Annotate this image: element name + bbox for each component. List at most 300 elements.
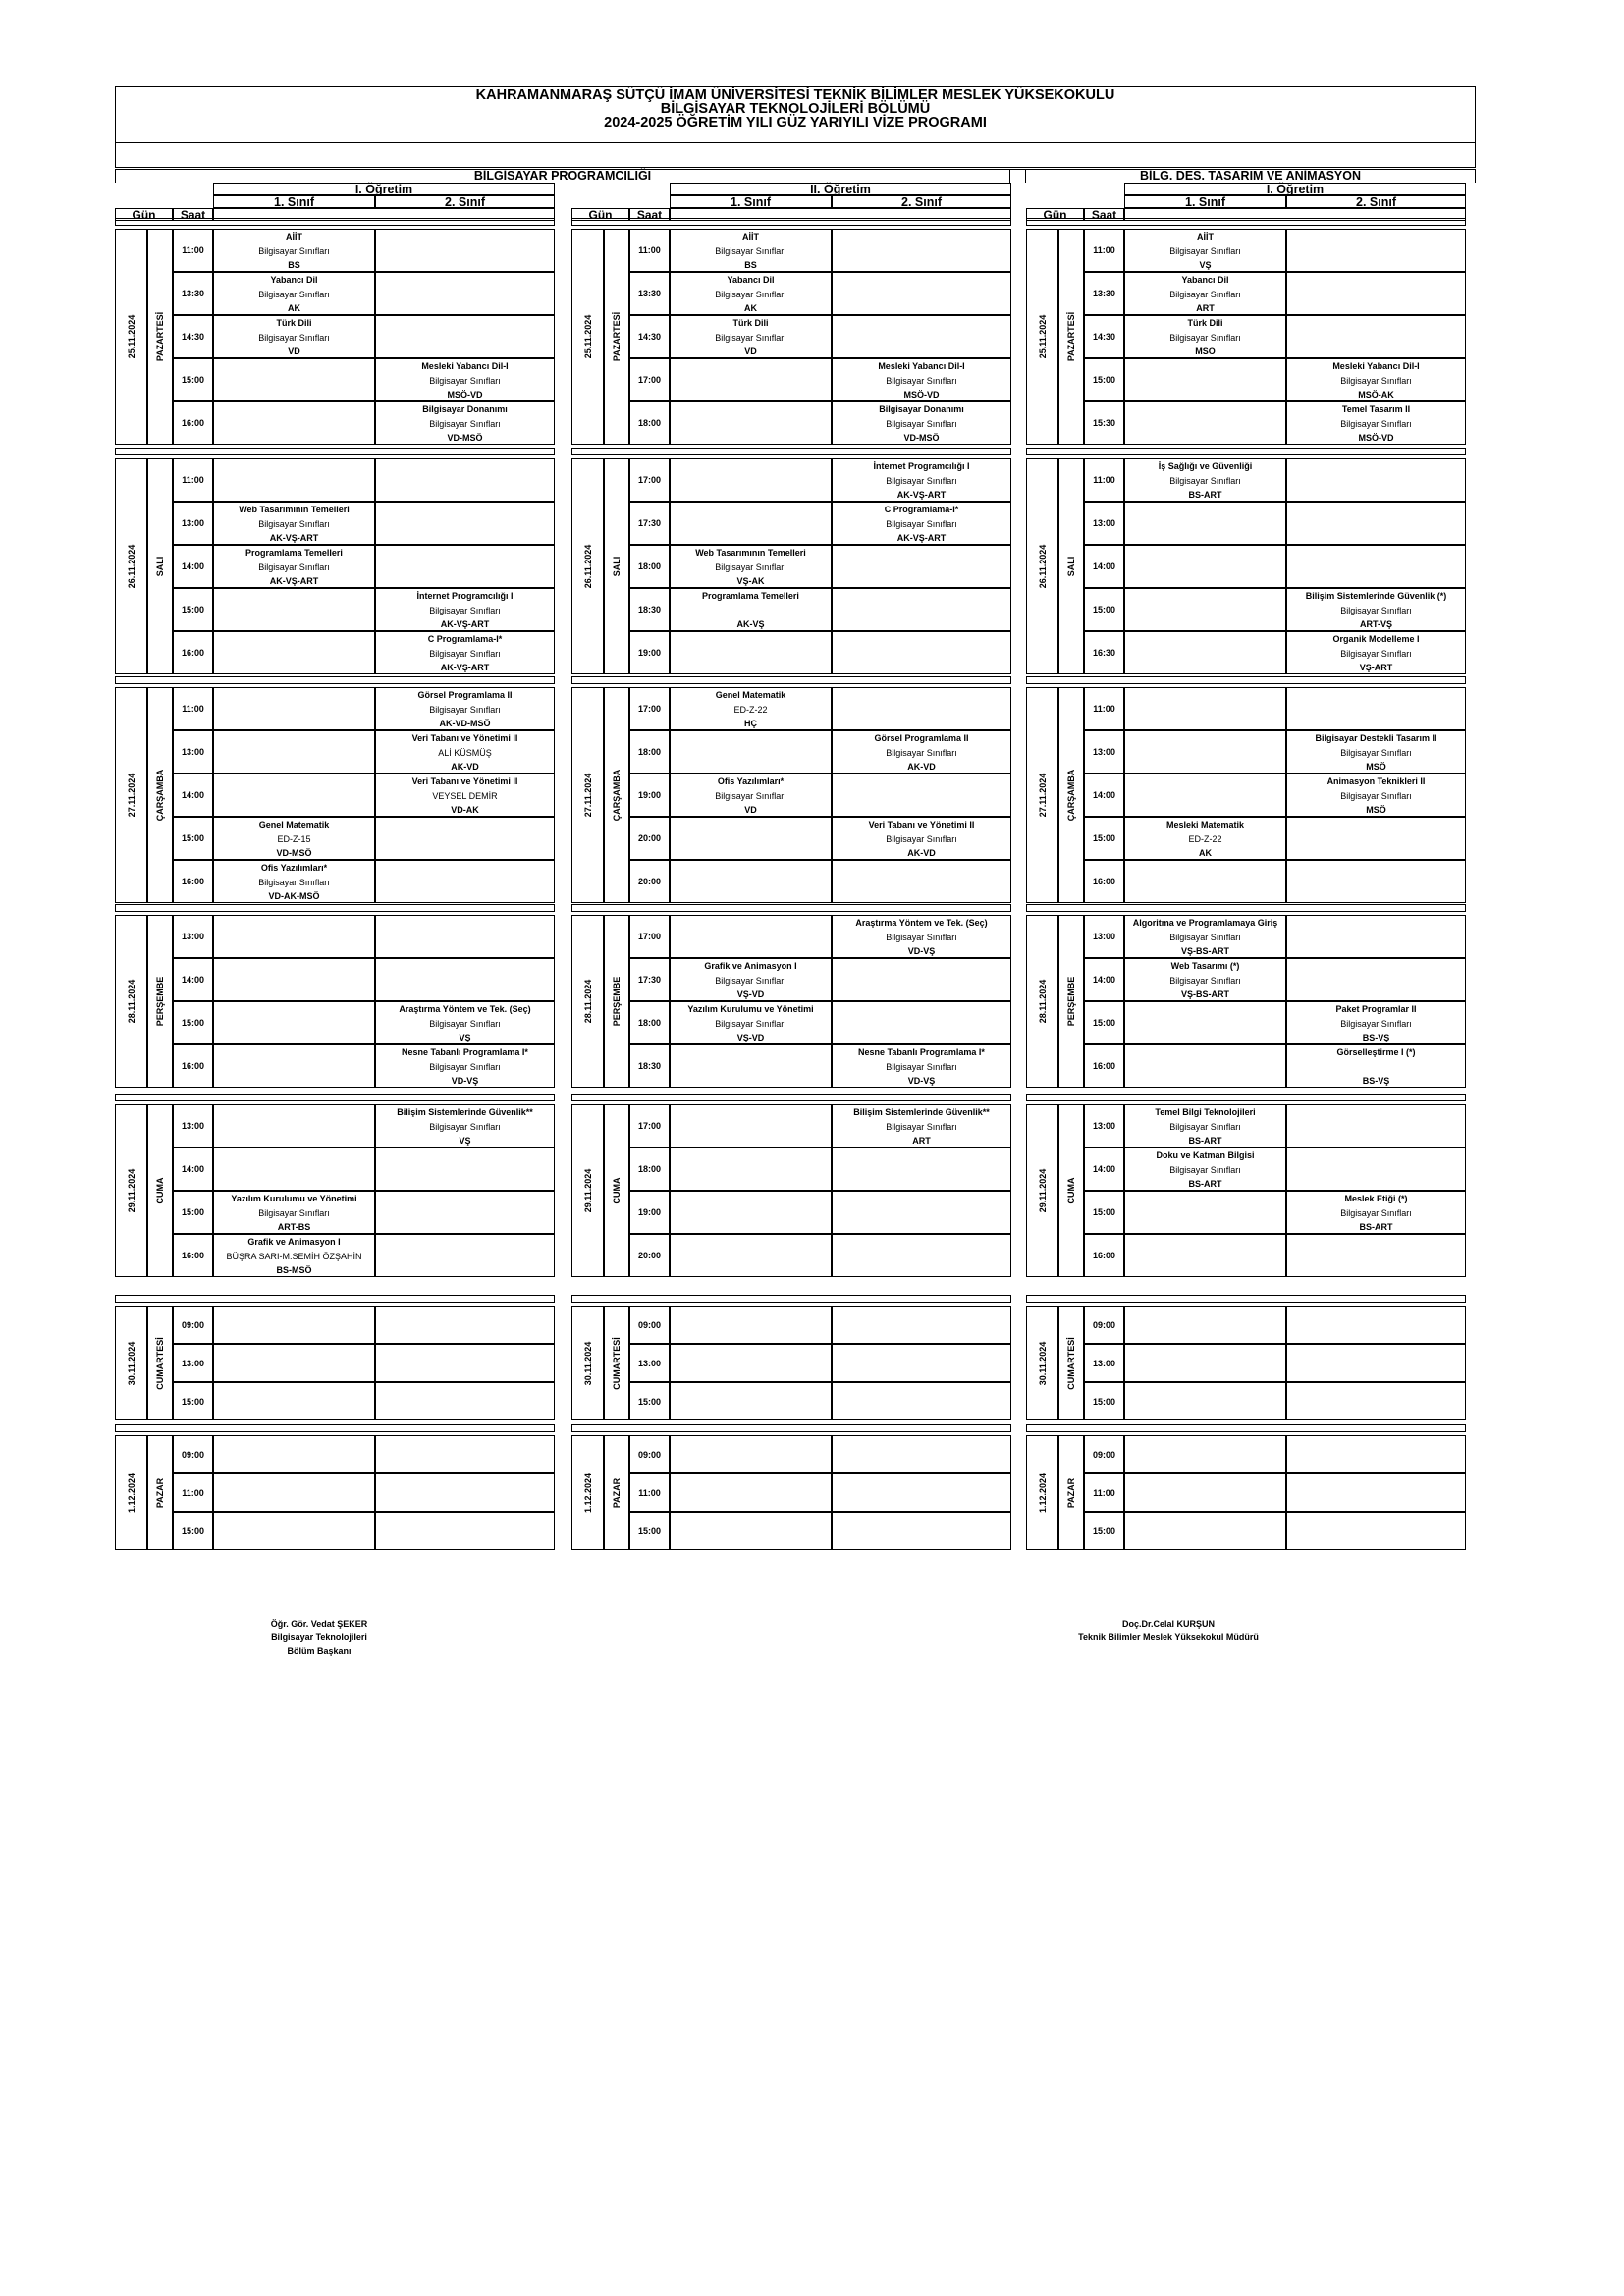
class-1-exam-cell — [1124, 401, 1286, 445]
class-1-exam-cell — [670, 1001, 832, 1044]
time-cell: 13:30 — [173, 272, 213, 315]
time-cell: 09:00 — [629, 1435, 670, 1473]
time-cell: 13:00 — [1084, 915, 1124, 958]
class-2-exam-cell — [1286, 1001, 1466, 1044]
date-label: 29.11.2024 — [1037, 1168, 1048, 1213]
time-cell: 19:00 — [629, 1191, 670, 1234]
class-1-header: 1. Sınıf — [213, 195, 375, 208]
course-name: AİİT — [286, 232, 302, 241]
class-1-exam-cell — [1124, 1234, 1286, 1277]
day-name-cell — [604, 1104, 629, 1277]
exam-room: Bilgisayar Sınıfları — [715, 1018, 786, 1029]
time-cell: 15:00 — [629, 1382, 670, 1420]
class-1-exam-cell — [670, 1104, 832, 1148]
class-2-exam-cell — [1286, 774, 1466, 817]
supervisors: VŞ — [1199, 260, 1212, 270]
supervisors: BS — [288, 260, 300, 270]
time-cell: 15:00 — [1084, 817, 1124, 860]
class-2-exam-cell — [1286, 817, 1466, 860]
class-2-exam-cell — [1286, 1191, 1466, 1234]
class-1-exam-cell — [1124, 315, 1286, 358]
date-label: 25.11.2024 — [126, 314, 136, 359]
course-name: Web Tasarımı (*) — [1170, 961, 1240, 971]
class-2-exam-cell — [832, 817, 1011, 860]
class-2-exam-cell — [375, 1001, 555, 1044]
class-1-exam-cell — [213, 1473, 375, 1512]
day-name-label: PAZAR — [612, 1477, 622, 1508]
time-cell: 15:00 — [1084, 1382, 1124, 1420]
class-1-exam-cell — [1124, 1473, 1286, 1512]
class-2-exam-cell — [375, 401, 555, 445]
course-name: Mesleki Matematik — [1165, 820, 1245, 829]
class-2-exam-cell — [1286, 458, 1466, 502]
class-2-exam-cell — [375, 1435, 555, 1473]
class-2-exam-cell — [1286, 687, 1466, 730]
day-name-label: PAZAR — [1066, 1477, 1076, 1508]
supervisors: VD — [744, 347, 757, 356]
class-2-exam-cell — [832, 358, 1011, 401]
class-2-exam-cell — [375, 545, 555, 588]
class-1-exam-cell — [670, 1306, 832, 1344]
class-1-exam-cell — [213, 687, 375, 730]
day-name-label: PAZARTESİ — [155, 311, 165, 362]
day-name-label: ÇARŞAMBA — [1066, 769, 1076, 822]
course-name: Mesleki Yabancı Dil-I — [421, 361, 509, 371]
course-name: Genel Matematik — [258, 820, 330, 829]
time-cell: 13:00 — [1084, 502, 1124, 545]
time-cell: 18:00 — [629, 730, 670, 774]
class-1-exam-cell — [670, 687, 832, 730]
course-name: İnternet Programcılığı I — [416, 591, 514, 601]
class-2-exam-cell — [1286, 401, 1466, 445]
time-cell: 17:00 — [629, 358, 670, 401]
exam-room: Bilgisayar Sınıfları — [429, 648, 501, 659]
day-separator — [1026, 448, 1466, 455]
supervisors: MSÖ — [1366, 805, 1386, 815]
day-name-cell — [147, 1306, 173, 1420]
time-cell: 20:00 — [629, 860, 670, 903]
class-2-exam-cell — [1286, 229, 1466, 272]
time-cell: 18:00 — [629, 401, 670, 445]
class-1-header: 1. Sınıf — [1124, 195, 1286, 208]
supervisors: ART-BS — [277, 1222, 311, 1232]
course-name: Bilgisayar Destekli Tasarım II — [1315, 733, 1437, 743]
class-1-exam-cell — [1124, 915, 1286, 958]
class-1-exam-cell — [670, 631, 832, 674]
supervisors: AK-VD-MSÖ — [439, 719, 491, 728]
exam-room: Bilgisayar Sınıfları — [429, 418, 501, 429]
day-separator — [1026, 904, 1466, 912]
time-cell: 17:30 — [629, 958, 670, 1001]
time-cell: 16:00 — [1084, 860, 1124, 903]
exam-room: Bilgisayar Sınıfları — [258, 1207, 330, 1218]
supervisors: AK — [1199, 848, 1212, 858]
supervisors: BS-ART — [1188, 1136, 1222, 1146]
day-name-cell — [604, 1435, 629, 1550]
class-1-exam-cell — [213, 1344, 375, 1382]
exam-room — [671, 604, 831, 618]
time-cell: 18:00 — [629, 1148, 670, 1191]
exam-room: Bilgisayar Sınıfları — [886, 1061, 957, 1072]
supervisors: MSÖ-VD — [1358, 433, 1394, 443]
header-line-2: BİLGİSAYAR TEKNOLOJİLERİ BÖLÜMÜ — [660, 101, 931, 117]
supervisors: AK-VŞ — [736, 619, 765, 629]
day-name-label: PERŞEMBE — [155, 976, 165, 1027]
supervisors: AK-VŞ-ART — [269, 576, 319, 586]
class-2-exam-cell — [375, 860, 555, 903]
class-2-exam-cell — [832, 588, 1011, 631]
day-name-label: CUMARTESİ — [1066, 1336, 1076, 1390]
day-separator — [571, 1424, 1011, 1432]
course-name: Bilgisayar Donanımı — [422, 404, 508, 414]
day-name-label: SALI — [1066, 556, 1076, 577]
time-cell: 11:00 — [173, 458, 213, 502]
time-cell: 11:00 — [1084, 687, 1124, 730]
class-1-header: 1. Sınıf — [670, 195, 832, 208]
exam-room: Bilgisayar Sınıfları — [429, 1121, 501, 1132]
time-cell: 14:00 — [1084, 774, 1124, 817]
class-2-header: 2. Sınıf — [1286, 195, 1466, 208]
date-label: 28.11.2024 — [126, 979, 136, 1024]
time-cell: 15:00 — [1084, 1512, 1124, 1550]
day-name-label: PERŞEMBE — [612, 976, 622, 1027]
supervisors: AK — [288, 303, 300, 313]
time-cell: 16:00 — [173, 1044, 213, 1088]
day-name-label: PERŞEMBE — [1066, 976, 1076, 1027]
class-2-exam-cell — [832, 545, 1011, 588]
day-separator — [115, 676, 555, 684]
day-name-cell — [1058, 1306, 1084, 1420]
date-label: 25.11.2024 — [582, 314, 593, 359]
course-name: Araştırma Yöntem ve Tek. (Seç) — [399, 1004, 531, 1014]
header-spacer-row — [115, 143, 1476, 168]
time-cell: 15:00 — [173, 588, 213, 631]
class-2-exam-cell — [832, 1044, 1011, 1088]
class-2-exam-cell — [832, 1473, 1011, 1512]
exam-room: Bilgisayar Sınıfları — [1340, 1018, 1412, 1029]
day-name-cell — [147, 458, 173, 674]
class-1-exam-cell — [670, 545, 832, 588]
exam-room: Bilgisayar Sınıfları — [1340, 648, 1412, 659]
day-separator — [115, 1424, 555, 1432]
class-1-exam-cell — [1124, 358, 1286, 401]
time-cell: 14:30 — [629, 315, 670, 358]
date-cell — [571, 1435, 604, 1550]
time-cell: 13:00 — [1084, 730, 1124, 774]
class-2-exam-cell — [1286, 1344, 1466, 1382]
supervisors: VD — [288, 347, 300, 356]
exam-room: VEYSEL DEMİR — [432, 790, 498, 801]
time-cell: 16:00 — [1084, 1044, 1124, 1088]
time-cell: 14:00 — [173, 545, 213, 588]
course-name: Programlama Temelleri — [702, 591, 799, 601]
time-cell: 15:00 — [173, 1382, 213, 1420]
class-2-exam-cell — [375, 315, 555, 358]
signature-right — [1021, 1617, 1316, 1644]
class-2-exam-cell — [375, 1104, 555, 1148]
exam-room: Bilgisayar Sınıfları — [886, 932, 957, 942]
supervisors: BS-VŞ — [1362, 1033, 1390, 1042]
class-2-exam-cell — [832, 860, 1011, 903]
day-separator — [571, 1094, 1011, 1101]
time-cell: 14:00 — [1084, 1148, 1124, 1191]
day-separator — [115, 904, 555, 912]
class-1-exam-cell — [670, 1435, 832, 1473]
class-2-exam-cell — [1286, 1435, 1466, 1473]
class-2-exam-cell — [832, 502, 1011, 545]
exam-room: Bilgisayar Sınıfları — [1340, 1207, 1412, 1218]
supervisors: VD-VŞ — [907, 1076, 936, 1086]
class-1-exam-cell — [1124, 1435, 1286, 1473]
class-2-exam-cell — [832, 1001, 1011, 1044]
course-name: Bilişim Sistemlerinde Güvenlik (*) — [1305, 591, 1447, 601]
class-2-exam-cell — [375, 1191, 555, 1234]
program-title-right: BİLG. DES. TASARIM VE ANİMASYON — [1026, 169, 1476, 183]
supervisors: VD-AK-MSÖ — [268, 891, 320, 901]
date-cell — [115, 458, 147, 674]
exam-room: Bilgisayar Sınıfları — [715, 561, 786, 572]
class-2-exam-cell — [832, 315, 1011, 358]
saat-header: Saat — [629, 208, 670, 221]
time-cell: 11:00 — [173, 1473, 213, 1512]
class-1-exam-cell — [1124, 817, 1286, 860]
class-1-exam-cell — [213, 502, 375, 545]
class-2-exam-cell — [375, 1044, 555, 1088]
exam-room: Bilgisayar Sınıfları — [1340, 790, 1412, 801]
exam-room: Bilgisayar Sınıfları — [715, 975, 786, 986]
class-1-exam-cell — [670, 1512, 832, 1550]
class-1-exam-cell — [670, 458, 832, 502]
class-1-exam-cell — [1124, 1191, 1286, 1234]
program-title-gap — [1010, 169, 1026, 183]
course-name: Veri Tabanı ve Yönetimi II — [868, 820, 975, 829]
exam-room: Bilgisayar Sınıfları — [886, 518, 957, 529]
time-cell: 11:00 — [1084, 458, 1124, 502]
exam-room: Bilgisayar Sınıfları — [429, 605, 501, 615]
course-name: Görsel Programlama II — [874, 733, 969, 743]
time-cell: 11:00 — [629, 229, 670, 272]
exam-room — [1287, 1060, 1465, 1075]
day-name-label: CUMARTESİ — [155, 1336, 165, 1390]
class-1-exam-cell — [213, 1001, 375, 1044]
time-cell: 14:00 — [173, 958, 213, 1001]
gun-header: Gün — [115, 208, 173, 221]
course-name: Web Tasarımının Temelleri — [239, 505, 350, 514]
day-name-label: PAZAR — [155, 1477, 165, 1508]
class-1-exam-cell — [1124, 1306, 1286, 1344]
supervisors: VŞ-AK — [736, 576, 765, 586]
class-1-exam-cell — [670, 1473, 832, 1512]
course-name: Veri Tabanı ve Yönetimi II — [411, 776, 518, 786]
class-2-exam-cell — [832, 272, 1011, 315]
course-name: Web Tasarımının Temelleri — [695, 548, 806, 558]
day-name-label: ÇARŞAMBA — [155, 769, 165, 822]
class-2-exam-cell — [375, 358, 555, 401]
day-name-cell — [1058, 1435, 1084, 1550]
exam-room: Bilgisayar Sınıfları — [715, 332, 786, 343]
day-name-cell — [1058, 915, 1084, 1088]
supervisors: ART — [912, 1136, 931, 1146]
course-name: Grafik ve Animasyon I — [247, 1237, 341, 1247]
exam-room: Bilgisayar Sınıfları — [1169, 1164, 1241, 1175]
date-cell — [571, 687, 604, 903]
day-name-label: SALI — [155, 556, 165, 577]
day-name-cell — [604, 687, 629, 903]
date-label: 1.12.2024 — [1037, 1472, 1048, 1513]
class-1-exam-cell — [213, 1306, 375, 1344]
exam-room: Bilgisayar Sınıfları — [429, 704, 501, 715]
course-name: AİİT — [742, 232, 759, 241]
class-2-exam-cell — [1286, 730, 1466, 774]
time-cell: 15:00 — [1084, 1001, 1124, 1044]
course-name: Türk Dili — [1187, 318, 1223, 328]
exam-room: Bilgisayar Sınıfları — [258, 332, 330, 343]
time-cell: 14:00 — [1084, 545, 1124, 588]
date-cell — [115, 687, 147, 903]
course-name: Animasyon Teknikleri II — [1326, 776, 1426, 786]
exam-room: ALİ KÜSMÜŞ — [438, 747, 492, 758]
class-1-exam-cell — [213, 272, 375, 315]
time-cell: 15:00 — [1084, 1191, 1124, 1234]
time-cell: 19:00 — [629, 631, 670, 674]
class-1-exam-cell — [670, 730, 832, 774]
class-2-exam-cell — [832, 631, 1011, 674]
exam-room: Bilgisayar Sınıfları — [258, 518, 330, 529]
time-cell: 14:00 — [173, 1148, 213, 1191]
date-label: 25.11.2024 — [1037, 314, 1048, 359]
course-name: Yabancı Dil — [270, 275, 318, 285]
class-1-exam-cell — [213, 229, 375, 272]
day-separator — [571, 904, 1011, 912]
time-cell: 15:00 — [173, 1512, 213, 1550]
day-name-cell — [604, 458, 629, 674]
supervisors: MSÖ — [1195, 347, 1216, 356]
class-2-exam-cell — [832, 958, 1011, 1001]
class-1-exam-cell — [213, 1435, 375, 1473]
class-1-exam-cell — [213, 1148, 375, 1191]
supervisors: VŞ-VD — [736, 989, 765, 999]
time-cell: 13:00 — [629, 1344, 670, 1382]
exam-room: Bilgisayar Sınıfları — [886, 747, 957, 758]
exam-room: Bilgisayar Sınıfları — [715, 289, 786, 299]
class-2-exam-cell — [1286, 545, 1466, 588]
class-2-exam-cell — [375, 631, 555, 674]
class-2-exam-cell — [1286, 358, 1466, 401]
supervisors: AK-VŞ-ART — [440, 619, 490, 629]
class-1-exam-cell — [1124, 860, 1286, 903]
class-1-exam-cell — [213, 1234, 375, 1277]
day-name-cell — [1058, 229, 1084, 445]
exam-room: Bilgisayar Sınıfları — [1169, 245, 1241, 256]
date-label: 1.12.2024 — [582, 1472, 593, 1513]
class-2-exam-cell — [832, 1104, 1011, 1148]
exam-room: Bilgisayar Sınıfları — [886, 1121, 957, 1132]
class-1-exam-cell — [213, 730, 375, 774]
supervisors: VŞ-ART — [1359, 663, 1393, 672]
course-name: Bilişim Sistemlerinde Güvenlik** — [397, 1107, 533, 1117]
class-2-exam-cell — [832, 1234, 1011, 1277]
time-cell: 11:00 — [173, 687, 213, 730]
date-label: 28.11.2024 — [1037, 979, 1048, 1024]
exam-room: Bilgisayar Sınıfları — [886, 833, 957, 844]
exam-room: Bilgisayar Sınıfları — [258, 561, 330, 572]
supervisors: VŞ-VD — [736, 1033, 765, 1042]
exam-room: Bilgisayar Sınıfları — [1169, 1121, 1241, 1132]
class-2-exam-cell — [1286, 588, 1466, 631]
course-name: Veri Tabanı ve Yönetimi II — [411, 733, 518, 743]
course-name: Yabancı Dil — [1181, 275, 1229, 285]
time-cell: 15:00 — [173, 1001, 213, 1044]
course-name: Ofis Yazılımları* — [717, 776, 785, 786]
signature-left-title: Bölüm Başkanı — [287, 1646, 352, 1656]
day-name-cell — [147, 1104, 173, 1277]
exam-room: Bilgisayar Sınıfları — [1340, 375, 1412, 386]
class-2-exam-cell — [375, 1148, 555, 1191]
class-1-exam-cell — [1124, 458, 1286, 502]
class-2-exam-cell — [832, 915, 1011, 958]
supervisors: VD-VŞ — [907, 946, 936, 956]
date-label: 26.11.2024 — [582, 544, 593, 589]
class-1-exam-cell — [670, 774, 832, 817]
time-cell: 09:00 — [1084, 1306, 1124, 1344]
course-name: Yazılım Kurulumu ve Yönetimi — [231, 1194, 357, 1203]
supervisors: BS-ART — [1359, 1222, 1393, 1232]
class-1-exam-cell — [213, 1104, 375, 1148]
class-2-exam-cell — [375, 229, 555, 272]
exam-room: Bilgisayar Sınıfları — [1340, 418, 1412, 429]
supervisors: VŞ — [459, 1033, 471, 1042]
class-2-exam-cell — [1286, 958, 1466, 1001]
ogretim-label: I. Öğretim — [213, 183, 555, 195]
time-cell: 18:00 — [629, 545, 670, 588]
saat-header: Saat — [1084, 208, 1124, 221]
time-cell: 20:00 — [629, 1234, 670, 1277]
class-2-exam-cell — [375, 958, 555, 1001]
time-cell: 18:30 — [629, 1044, 670, 1088]
time-cell: 09:00 — [1084, 1435, 1124, 1473]
time-cell: 13:00 — [173, 1344, 213, 1382]
class-2-exam-cell — [375, 588, 555, 631]
date-cell — [571, 458, 604, 674]
exam-room: Bilgisayar Sınıfları — [886, 418, 957, 429]
class-2-exam-cell — [832, 1191, 1011, 1234]
class-1-exam-cell — [213, 358, 375, 401]
course-name: Mesleki Yabancı Dil-I — [878, 361, 965, 371]
date-label: 30.11.2024 — [1037, 1341, 1048, 1385]
day-name-cell — [147, 229, 173, 445]
date-cell — [1026, 1104, 1058, 1277]
day-separator — [571, 676, 1011, 684]
exam-room: Bilgisayar Sınıfları — [1169, 332, 1241, 343]
date-cell — [1026, 458, 1058, 674]
course-name: Bilgisayar Donanımı — [879, 404, 964, 414]
supervisors: BS-MSÖ — [276, 1265, 312, 1275]
time-cell: 13:30 — [629, 272, 670, 315]
class-1-exam-cell — [670, 860, 832, 903]
time-cell: 16:30 — [1084, 631, 1124, 674]
class-1-exam-cell — [213, 315, 375, 358]
class-2-exam-cell — [1286, 502, 1466, 545]
class-1-exam-cell — [670, 272, 832, 315]
course-name: İnternet Programcılığı I — [873, 461, 970, 471]
day-separator — [571, 1295, 1011, 1303]
course-name: Ofis Yazılımları* — [260, 863, 328, 873]
date-cell — [1026, 915, 1058, 1088]
class-1-exam-cell — [1124, 1001, 1286, 1044]
supervisors: MSÖ-VD — [903, 390, 940, 400]
exam-room: Bilgisayar Sınıfları — [886, 475, 957, 486]
supervisors: VŞ-BS-ART — [1181, 989, 1229, 999]
